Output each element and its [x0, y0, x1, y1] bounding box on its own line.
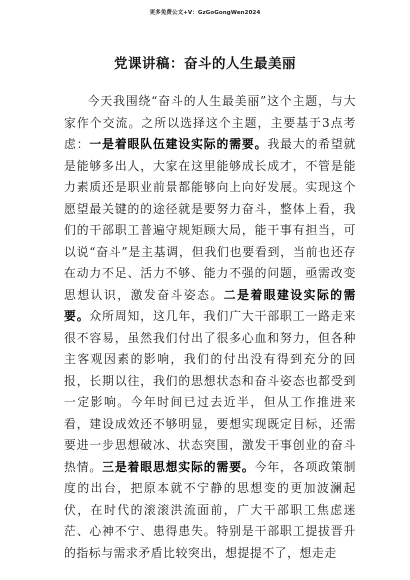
paragraph-text: 众所周知，这几年，我们广大干部职工一路走来很不容易，虽然我们付出了很多心血和努力，但各种主客观因素的影响，我们的付出没有得到充分的回报，长期以往，我们的思想状态和奋斗姿态也都受到一定影响。今年时间已过去近半，但从工作推进来看，建设成效还不够明显，要想实现既定目标，还需要进一步思想破冰、状态突围，激发干事创业的奋斗热情。 — [64, 309, 356, 474]
document-title: 党课讲稿：奋斗的人生最美丽 — [114, 56, 296, 72]
paragraph-text: 我最大的希望就是能够多出人，大家在这里能够成长成才，不管是能力素质还是职业前景都能够向上向好发展。实现这个愿望最关键的的途径就是要努力奋斗，整体上看，我们的干部职工普遍守规矩顾大局，能干事有担当，可以说“奋斗”是主基调，但我们也要看到，当前也还存在动力不足、活力不够、能力不强的问题，亟需改变思想认识，激发奋斗姿态。 — [64, 137, 357, 302]
paragraph-text: 今年，各项政策制度的出台，把原本就不宁静的思想变的更加波澜起伏，在时代的滚滚洪流面前，广大干部职工焦虑迷茫、心神不宁、患得患失。特别是干部职工提拔晋升的指标与需求矛盾比较突出，想提提不了，想走走 — [64, 459, 356, 560]
emphasis-heading: 三是着眼思想实际的需要。 — [102, 459, 255, 474]
emphasis-heading: 一是着眼队伍建设实际的需要。 — [89, 137, 268, 151]
paragraph-text: 今天我围绕“奋斗的人生最美丽”这个主题，与大家作个交流。之所以选择这个主题，主要基于3点考虑： — [64, 94, 356, 151]
emphasis-heading: 二是着眼建设实际的需要。 — [64, 287, 356, 323]
body-paragraph — [64, 91, 356, 564]
document-body — [64, 91, 356, 564]
header-watermark: 更多免费公文+V：GzGoGongWen2024 — [149, 10, 261, 16]
